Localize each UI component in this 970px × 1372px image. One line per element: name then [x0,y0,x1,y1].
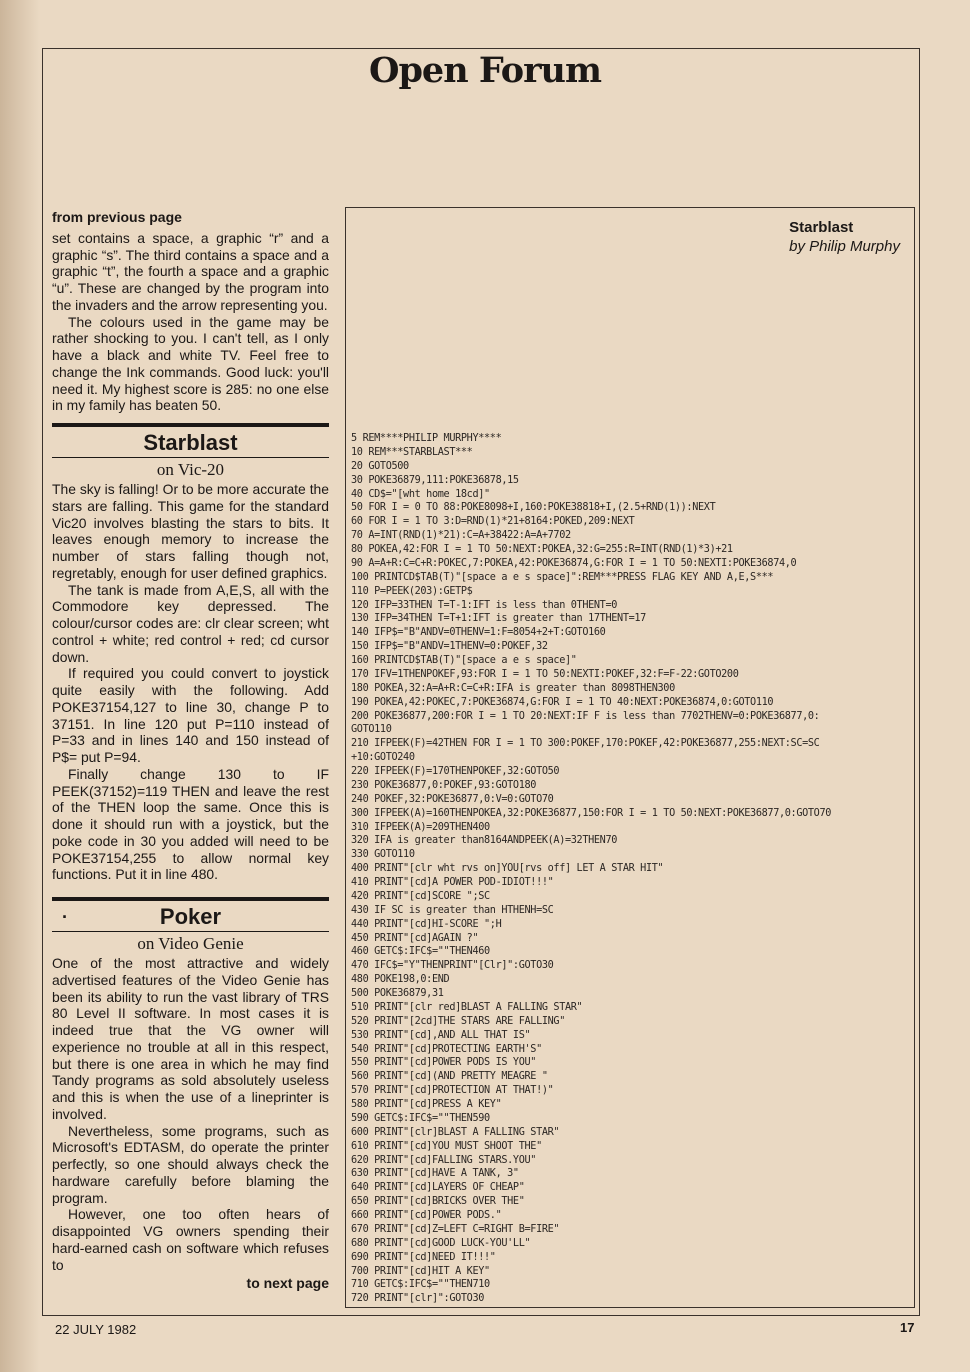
code-line: 200 POKE36877,200:FOR I = 1 TO 20:NEXT:IF F is less than 7702THENV=0:POKE36877,0: [351,710,820,722]
code-line: 320 IFA is greater than8164ANDPEEK(A)=32THEN70 [351,835,618,847]
code-line: 480 POKE198,0:END [351,974,450,986]
poker-title-text: Poker [159,904,222,929]
code-line: 450 PRINT"[cd]AGAIN ?" [351,932,479,944]
code-line: 690 PRINT"[cd]NEED IT!!!" [351,1251,496,1263]
code-line: 170 IFV=1THENPOKEF,93:FOR I = 1 TO 50:NEXTI:POKEF,32:F=F-22:GOTO200 [351,668,739,680]
code-line: 580 PRINT"[cd]PRESS A KEY" [351,1099,502,1110]
code-line: 40 CD$="[wht home 18cd]" [351,488,490,500]
code-line: 550 PRINT"[cd]POWER PODS IS YOU" [351,1057,537,1069]
code-line: 5 REM****PHILIP MURPHY**** [351,433,502,444]
code-line: 700 PRINT"[cd]HIT A KEY" [351,1265,490,1277]
code-line: 620 PRINT"[cd]FALLING STARS.YOU" [351,1154,537,1166]
code-line: 30 POKE36879,111:POKE36878,15 [351,474,519,486]
code-line: 330 GOTO110 [351,849,415,861]
code-line: 400 PRINT"[clr wht rvs on]YOU[rvs off] LET A STAR HIT" [351,863,664,875]
code-line: 500 POKE36879,31 [351,988,444,999]
code-line: 430 IF SC is greater than HTHENH=SC [351,904,554,916]
code-line: 310 IFPEEK(A)=209THEN400 [351,821,490,833]
code-line: 590 GETC$:IFC$=""THEN590 [351,1112,490,1124]
code-line: 470 IFC$="Y"THENPRINT"[Clr]":GOTO30 [351,960,554,972]
code-line: 120 IFP=33THEN T=T-1:IFT is less than 0THENT=0 [351,599,618,611]
listing-author: by Philip Murphy [789,238,900,255]
code-line: 410 PRINT"[cd]A POWER POD-IDIOT!!!" [351,877,554,888]
to-next-page-label: to next page [246,1275,329,1292]
code-line: 630 PRINT"[cd]HAVE A TANK, 3" [351,1168,519,1180]
code-line: 10 REM***STARBLAST*** [351,446,473,458]
code-line: 440 PRINT"[cd]HI-SCORE ";H [351,918,502,930]
continued-paragraph: set contains a space, a graphic “r” and a graphic “s”. The third contains a space and a graphic “t”, the fourth a space and a graphic “u”. These are changed by the program into the invaders and the arrow representing you. [52,229,329,313]
listing-header [789,218,900,256]
program-listing-box [345,207,915,1308]
listing-title: Starblast [789,219,854,236]
code-line: 110 P=PEEK(203):GETP$ [351,585,473,597]
issue-date: 22 JULY 1982 [55,1322,137,1337]
code-line: 600 PRINT"[clr]BLAST A FALLING STAR" [351,1126,560,1138]
poker-paragraph: However, one too often hears of disappointed VG owners spending their hard-earned cash on software which refuses to [52,1206,329,1273]
code-line: 530 PRINT"[cd],AND ALL THAT IS" [351,1029,531,1041]
code-line: 510 PRINT"[clr red]BLAST A FALLING STAR" [351,1001,583,1013]
starblast-section-subtitle: on Vic-20 [156,460,225,479]
from-previous-page-label: from previous page [52,209,182,225]
section-divider [52,897,329,901]
code-line: 610 PRINT"[cd]YOU MUST SHOOT THE" [351,1140,542,1152]
code-line: 680 PRINT"[cd]GOOD LUCK-YOU'LL" [351,1237,531,1249]
code-line: 80 POKEA,42:FOR I = 1 TO 50:NEXT:POKEA,32:G=255:R=INT(RND(1)*3)+21 [351,544,733,555]
masthead-title: Open Forum [368,50,602,91]
code-line: 210 IFPEEK(F)=42THEN FOR I = 1 TO 300:POKEF,170:POKEF,42:POKE36877,255:NEXT:SC=SC [351,738,820,750]
code-line: 60 FOR I = 1 TO 3:D=RND(1)*21+8164:POKED,209:NEXT [351,516,635,528]
poker-section-title [52,903,329,932]
code-line: 180 POKEA,32:A=A+R:C=C+R:IFA is greater than 8098THEN300 [351,682,675,694]
page-number: 17 [900,1320,915,1335]
poker-section-subtitle: on Video Genie [137,934,244,953]
code-line: 460 GETC$:IFC$=""THEN460 [351,946,490,958]
code-line: 570 PRINT"[cd]PROTECTION AT THAT!)" [351,1085,554,1097]
code-line: 140 IFP$="B"ANDV=0THENV=1:F=8054+2+T:GOTO160 [351,627,606,639]
continued-paragraph: The colours used in the game may be rather shocking to you. I can't tell, as I only have a black and white TV. Feel free to change the Ink commands. Good luck: you'll need it. My highest score is 285: no one else in my family has beaten 50. [52,313,329,414]
starblast-paragraph: If required you could convert to joystick quite easily with the following. Add POKE37154,127 to line 30, change P to 37151. In line 120 put P=110 instead of P=33 and in lines 140 and 150 instead of P$= put P=94. [52,665,329,765]
section-divider [52,423,329,427]
poker-paragraph: Nevertheless, some programs, such as Microsoft's EDTASM, do operate the printer perfectly, so one should always check the hardware carefully before blaming the program. [52,1122,329,1206]
starblast-paragraph: The sky is falling! Or to be more accurate the stars are falling. This game for the standard Vic20 involves blasting the stars to bits. It leaves enough memory to increase the number of stars falling though not, regretably, enough for user defined graphics. [52,481,329,581]
code-line: 520 PRINT"[2cd]THE STARS ARE FALLING" [351,1015,565,1027]
starblast-section-title: Starblast [52,429,329,458]
code-line: 50 FOR I = 0 TO 88:POKE8098+I,160:POKE38818+I,(2.5+RND(1)):NEXT [351,502,716,514]
code-line: 240 POKEF,32:POKE36877,0:V=0:GOTO70 [351,793,554,805]
code-line: 300 IFPEEK(A)=160THENPOKEA,32:POKE36877,150:FOR I = 1 TO 50:NEXT:POKE36877,0:GOTO70 [351,807,832,819]
poker-paragraph: One of the most attractive and widely advertised features of the Video Genie has been its ability to run the vast library of TRS 80 Level II software. In most cases it is indeed true that the VG owner will experience no trouble at all in this respect, but there is one area in which he may find Tandy programs as sold absolutely useless and this is when the use of a lineprinter is involved. [52,955,329,1122]
starblast-paragraph: The tank is made from A,E,S, all with the Commodore key depressed. The colour/cursor codes are: clr clear screen; wht control + white; red control + red; cd cursor down. [52,581,329,665]
code-line: 420 PRINT"[cd]SCORE ";SC [351,890,490,902]
code-line: 720 PRINT"[clr]":GOTO30 [351,1293,485,1305]
code-line: 90 A=A+R:C=C+R:POKEC,7:POKEA,42:POKE36874,G:FOR I = 1 TO 50:NEXTI:POKE36874,0 [351,557,797,569]
code-line: 540 PRINT"[cd]PROTECTING EARTH'S" [351,1043,542,1055]
code-line: 20 GOTO500 [351,460,409,472]
code-line: 130 IFP=34THEN T=T+1:IFT is greater than 17THENT=17 [351,613,646,625]
starblast-paragraph: Finally change 130 to IF PEEK(37152)=119 THEN and leave the rest of the THEN loop the same. Once this is done it should run with a joystick, but the poke code in 30 you added will need to be POKE37154,255 to allow normal key functions. Put it in line 480. [52,765,329,883]
page-binding-shadow [0,0,40,1372]
code-line: 640 PRINT"[cd]LAYERS OF CHEAP" [351,1182,525,1194]
left-column [52,209,329,1292]
code-line: +10:GOTO240 [351,752,415,764]
code-line: 660 PRINT"[cd]POWER PODS." [351,1210,502,1221]
code-line: 220 IFPEEK(F)=170THENPOKEF,32:GOTO50 [351,766,560,777]
bullet-mark: · [62,907,68,927]
code-line: 160 PRINTCD$TAB(T)"[space a e s space]" [351,655,577,666]
code-line: 230 POKE36877,0:POKEF,93:GOTO180 [351,779,537,791]
basic-code-listing [351,432,911,1306]
code-line: 100 PRINTCD$TAB(T)"[space a e s space]":REM***PRESS FLAG KEY AND A,E,S*** [351,571,774,583]
code-line: 150 IFP$="B"ANDV=1THENV=0:POKEF,32 [351,641,548,653]
code-line: 70 A=INT(RND(1)*21):C=A+38422:A=A+7702 [351,530,571,542]
code-line: 560 PRINT"[cd](AND PRETTY MEAGRE " [351,1071,548,1083]
code-line: 710 GETC$:IFC$=""THEN710 [351,1279,490,1291]
code-line: 190 POKEA,42:POKEC,7:POKE36874,G:FOR I = 1 TO 40:NEXT:POKE36874,0:GOTO110 [351,696,774,708]
code-line: 650 PRINT"[cd]BRICKS OVER THE" [351,1196,525,1208]
code-line: GOTO110 [351,724,392,736]
code-line: 670 PRINT"[cd]Z=LEFT C=RIGHT B=FIRE" [351,1223,560,1235]
